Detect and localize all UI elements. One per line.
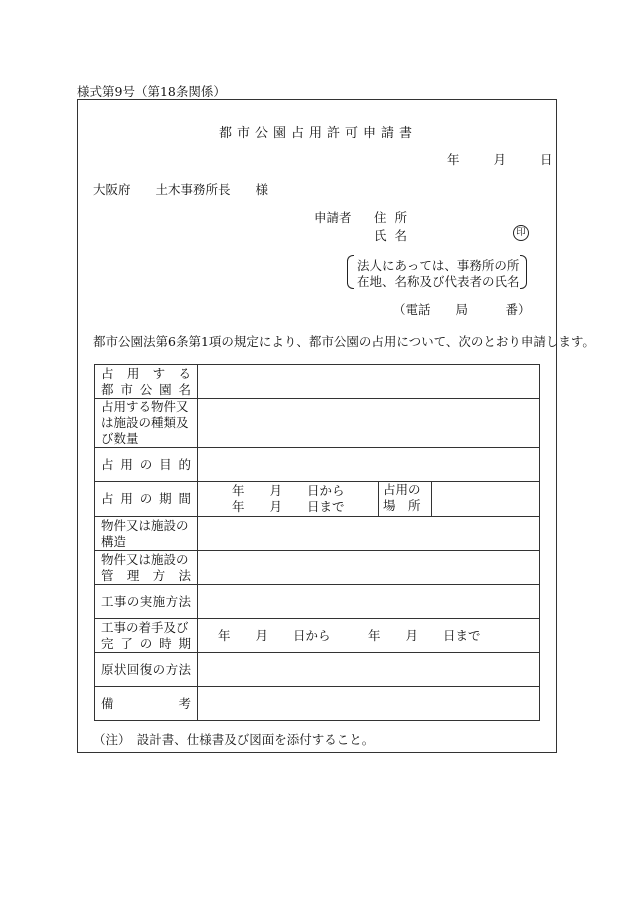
restoration-field[interactable] <box>198 653 540 687</box>
period-dates <box>202 482 379 516</box>
form-frame <box>77 99 595 753</box>
row-purpose-label: 占用の目的 <box>95 448 198 482</box>
bracket-right <box>520 255 527 289</box>
application-table <box>94 364 540 721</box>
applicant-label: 申請者 <box>314 210 352 225</box>
row-construction-period-label: 工事の着手及び 完了の時期 <box>95 619 198 653</box>
statement: 都市公園法第6条第1項の規定により、都市公園の占用について、次のとおり申請します。 <box>93 334 595 349</box>
construction-period-field[interactable] <box>198 619 540 653</box>
row-construction-method-label: 工事の実施方法 <box>95 585 198 619</box>
date-year: 年 <box>447 152 460 167</box>
row-structure-label: 物件又は施設の 構造 <box>95 517 198 551</box>
management-field[interactable] <box>198 551 540 585</box>
table-row <box>95 517 540 551</box>
bracket-left <box>347 255 354 289</box>
purpose-field[interactable] <box>198 448 540 482</box>
period-to: 年 月 日まで <box>232 499 345 514</box>
phone-line: （電話 局 番） <box>393 302 531 317</box>
table-row <box>95 551 540 585</box>
remarks-field[interactable] <box>198 687 540 721</box>
corporate-note-line1: 法人にあっては、事務所の所 <box>357 258 520 273</box>
corporate-note-line2: 在地、名称及び代表者の氏名 <box>357 274 520 289</box>
name-label: 氏名 <box>374 228 416 243</box>
table-row <box>95 687 540 721</box>
row-period-label: 占用の期間 <box>95 482 198 517</box>
row-management-label: 物件又は施設の 管理方法 <box>95 551 198 585</box>
period-from: 年 月 日から <box>232 483 345 498</box>
table-row <box>95 399 540 448</box>
park-name-field[interactable] <box>198 365 540 399</box>
row-remarks-label: 備考 <box>95 687 198 721</box>
table-row <box>95 585 540 619</box>
address-label: 住所 <box>374 210 416 225</box>
construction-period-value: 年 月 日から 年 月 日まで <box>218 627 481 643</box>
table-row <box>95 482 540 517</box>
footnote: （注） 設計書、仕様書及び図面を添付すること。 <box>93 732 375 747</box>
date-month: 月 <box>493 152 506 167</box>
addressee: 大阪府 土木事務所長 様 <box>93 182 269 197</box>
table-row <box>95 619 540 653</box>
seal-mark: 印 <box>513 225 529 241</box>
object-type-field[interactable] <box>198 399 540 448</box>
table-row <box>95 653 540 687</box>
structure-field[interactable] <box>198 517 540 551</box>
row-restoration-label: 原状回復の方法 <box>95 653 198 687</box>
row-object-type-label: 占用する物件又 は施設の種類及 び数量 <box>95 399 198 448</box>
construction-method-field[interactable] <box>198 585 540 619</box>
form-title: 都市公園占用許可申請書 <box>218 126 417 141</box>
date-line <box>447 150 552 168</box>
table-row <box>95 448 540 482</box>
date-day: 日 <box>539 152 553 167</box>
corporate-note <box>347 255 527 289</box>
place-label: 占用の 場 所 <box>379 482 432 516</box>
row-park-name-label: 占用する 都市公園名 <box>95 365 198 399</box>
place-field[interactable] <box>432 482 535 516</box>
table-row <box>95 365 540 399</box>
period-field[interactable] <box>198 482 540 517</box>
form-number: 様式第9号（第18条関係） <box>77 84 226 99</box>
